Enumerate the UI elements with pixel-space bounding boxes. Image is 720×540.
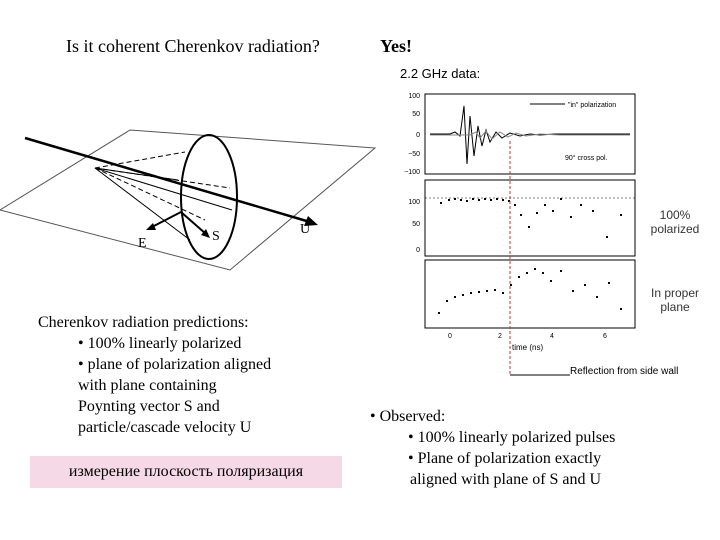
particle-track [25,138,310,222]
xtick: 2 [498,333,502,340]
observed-2-line2: aligned with plane of S and U [410,471,602,488]
cone-line [95,168,232,210]
label-e: E [138,236,147,251]
legend-in: "in" polarization [568,102,617,109]
observed-1: • 100% linearly polarized pulses [408,429,616,446]
russian-note: измерение плоскость поляризация [30,456,342,488]
predictions-heading: Cherenkov radiation predictions: [38,314,249,331]
ytick: 100 [408,199,420,206]
observed-block [370,406,670,490]
observed-2-line1: • Plane of polarization exactly [408,450,602,467]
label-s: S [212,229,220,244]
ytick: −100 [404,169,420,176]
label-100-polarized: 100% polarized [650,208,700,236]
plane-outline [0,130,375,270]
slide-question: Is it coherent Cherenkov radiation? [66,36,320,56]
legend-cross: 90° cross pol. [565,155,608,162]
data-label: 2.2 GHz data: [400,66,481,81]
e-vector [150,212,181,228]
predictions-block [38,312,338,438]
cherenkov-diagram [0,80,380,300]
trace-cross-pol [430,131,630,139]
label-u: U [300,222,311,237]
e-arrowhead [146,223,156,230]
ytick: 0 [416,247,420,254]
xtick: 0 [448,333,452,340]
panel-middle [425,180,635,256]
polarization-plot [380,86,650,376]
prediction-2-line2: with plane containing [78,377,217,394]
ytick: 100 [408,93,420,100]
cone-line-dashed [95,152,185,168]
prediction-2-line1: • plane of polarization aligned [78,356,272,373]
prediction-2-line4: particle/cascade velocity U [78,419,252,436]
xtick: 6 [603,333,607,340]
observed-heading: • Observed: [370,408,446,425]
ytick: 50 [412,221,420,228]
cone-line [95,168,190,240]
slide-answer: Yes! [380,36,412,56]
label-proper-plane: In proper plane [650,286,700,314]
middle-points [440,198,622,238]
prediction-1: • 100% linearly polarized [78,335,242,352]
ytick: 50 [412,111,420,118]
ytick: 0 [416,132,420,139]
prediction-2-line3: Poynting vector S and [78,398,220,415]
bottom-points [438,268,622,314]
panel-bottom [425,260,635,328]
x-axis-label: time (ns) [512,343,544,352]
reflection-label: Reflection from side wall [570,366,679,377]
ytick: −50 [408,151,420,158]
xtick: 4 [550,333,554,340]
